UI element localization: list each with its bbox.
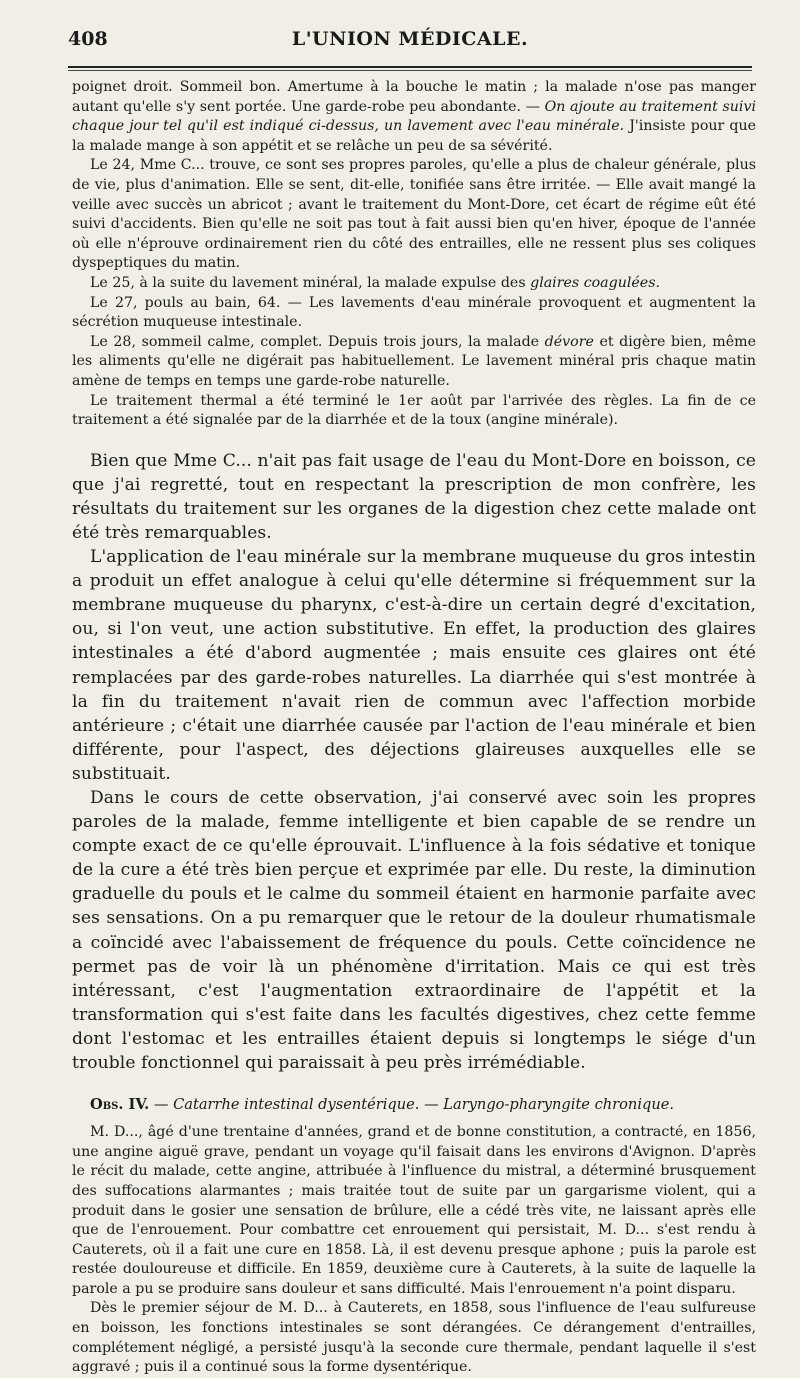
commentary-paragraph: Dans le cours de cette observation, j'ai conservé avec soin les propres paroles de la malade, femme intelligente et bien capable de se rendre un compte exact de ce qu'elle éprouvait. L'influence à la fois sédative et tonique de la cure a été très bien perçue et exprimée par elle. Du reste, la diminution graduelle du pouls et le calme du sommeil étaient en harmonie parfaite avec ses sensations. On a pu remarquer que le retour de la douleur rhumatismale a coïncidé avec l'abaissement de fréquence du pouls. Cette coïncidence ne permet pas de voir là un phénomène d'irritation. Mais ce qui est très intéressant, c'est l'augmentation extraordinaire de l'appétit et la transformation qui s'est faite dans les facultés digestives, chez cette femme dont l'estomac et les entrailles étaient depuis si longtemps le siége d'un trouble fonctionnel qui paraissait à peu près irrémédiable. <box>72 788 756 1074</box>
header-rule-thin <box>68 70 752 71</box>
observation-paragraph: Dès le premier séjour de M. D... à Cauterets, en 1858, sous l'influence de l'eau sulfureuse en boisson, les fonctions intestinales se sont dérangées. Ce dérangement d'entrailles, complétement négligé, a persisté jusqu'à la seconde cure thermale, pendant laquelle il s'est aggravé ; puis il a continué sous la forme dysentérique. <box>72 1300 756 1376</box>
observation-heading <box>72 1095 756 1115</box>
case-note-paragraph: Le 27, pouls au bain, 64. — Les lavements d'eau minérale provoquent et augmentent la sécrétion muqueuse intestinale. <box>72 294 756 331</box>
journal-title: L'UNION MÉDICALE. <box>291 28 529 50</box>
case-note-paragraph: poignet droit. Sommeil bon. Amertume à la bouche le matin ; la malade n'ose pas manger autant qu'elle s'y sent portée. Une garde-robe peu abondante. — On ajoute au traitement suivi chaque jour tel qu'il est indiqué ci-dessus, un lavement avec l'eau minérale. J'insiste pour que la malade mange à son appétit et se relâche un peu de sa sévérité. <box>72 79 756 154</box>
case-note-paragraph: Le traitement thermal a été terminé le 1er août par l'arrivée des règles. La fin de ce traitement a été signalée par de la diarrhée et de la toux (angine minérale). <box>72 392 756 429</box>
page-body <box>72 78 756 1378</box>
case-note-paragraph: Le 24, Mme C... trouve, ce sont ses propres paroles, qu'elle a plus de chaleur générale, plus de vie, plus d'animation. Elle se sent, dit-elle, tonifiée sans être irritée. — Elle avait mangé la veille avec succès un abricot ; avant le traitement du Mont-Dore, cet écart de régime eût été suivi d'accidents. Bien qu'elle ne soit pas tout à fait aussi bien qu'en hiver, époque de l'année où elle n'éprouve ordinairement rien du côté des entrailles, elle ne ressent plus ses coliques dyspeptiques du matin. <box>72 157 756 272</box>
commentary-paragraph: L'application de l'eau minérale sur la membrane muqueuse du gros intestin a produit un effet analogue à celui qu'elle détermine si fréquemment sur la membrane muqueuse du pharynx, c'est-à-dire un certain degré d'excitation, ou, si l'on veut, une action substitutive. En effet, la production des glaires intestinales a été d'abord augmentée ; mais ensuite ces glaires ont été remplacées par des garde-robes naturelles. La diarrhée qui s'est montrée à la fin du traitement n'avait rien de commun avec l'affection morbide antérieure ; c'était une diarrhée causée par l'action de l'eau minérale et bien différente, pour l'aspect, des déjections glaireuses auxquelles elle se substituait. <box>72 547 756 784</box>
case-note-paragraph: Le 25, à la suite du lavement minéral, la malade expulse des glaires coagulées. <box>90 274 660 291</box>
observation-label: Obs. IV. <box>90 1096 150 1114</box>
observation-title: — Catarrhe intestinal dysentérique. — Laryngo-pharyngite chronique. <box>149 1096 675 1114</box>
header-rule <box>68 66 752 68</box>
observation-text <box>72 1123 756 1378</box>
observation-paragraph: M. D..., âgé d'une trentaine d'années, grand et de bonne constitution, a contracté, en 1856, une angine aiguë grave, pendant un voyage qu'il faisait dans les environs d'Avignon. D'après le récit du malade, cette angine, attribuée à l'influence du mistral, a déterminé brusquement des suffocations alarmantes ; mais traitée tout de suite par un gargarisme violent, qui a produit dans le gosier une sensation de brûlure, elle a cédé très vite, ne laissant après elle que de l'enrouement. Pour combattre cet enrouement qui persistait, M. D... s'est rendu à Cauterets, où il a fait une cure en 1858. Là, il est devenu presque aphone ; puis la parole est restée douloureuse et difficile. En 1859, deuxième cure à Cauterets, à la suite de laquelle la parole a pu se produire sans douleur et sans difficulté. Mais l'enrouement n'a point disparu. <box>72 1124 756 1297</box>
commentary <box>72 449 756 1075</box>
commentary-paragraph: Bien que Mme C... n'ait pas fait usage de l'eau du Mont-Dore en boisson, ce que j'ai regretté, tout en respectant la prescription de mon confrère, les résultats du traitement sur les organes de la digestion chez cette malade ont été très remarquables. <box>72 450 756 543</box>
case-note-paragraph: Le 28, sommeil calme, complet. Depuis trois jours, la malade dévore et digère bien, même les aliments qu'elle ne digérait pas habituellement. Le lavement minéral pris chaque matin amène de temps en temps une garde-robe naturelle. <box>72 333 756 389</box>
page-number: 408 <box>68 28 108 50</box>
running-header <box>68 28 752 58</box>
case-notes <box>72 78 756 431</box>
